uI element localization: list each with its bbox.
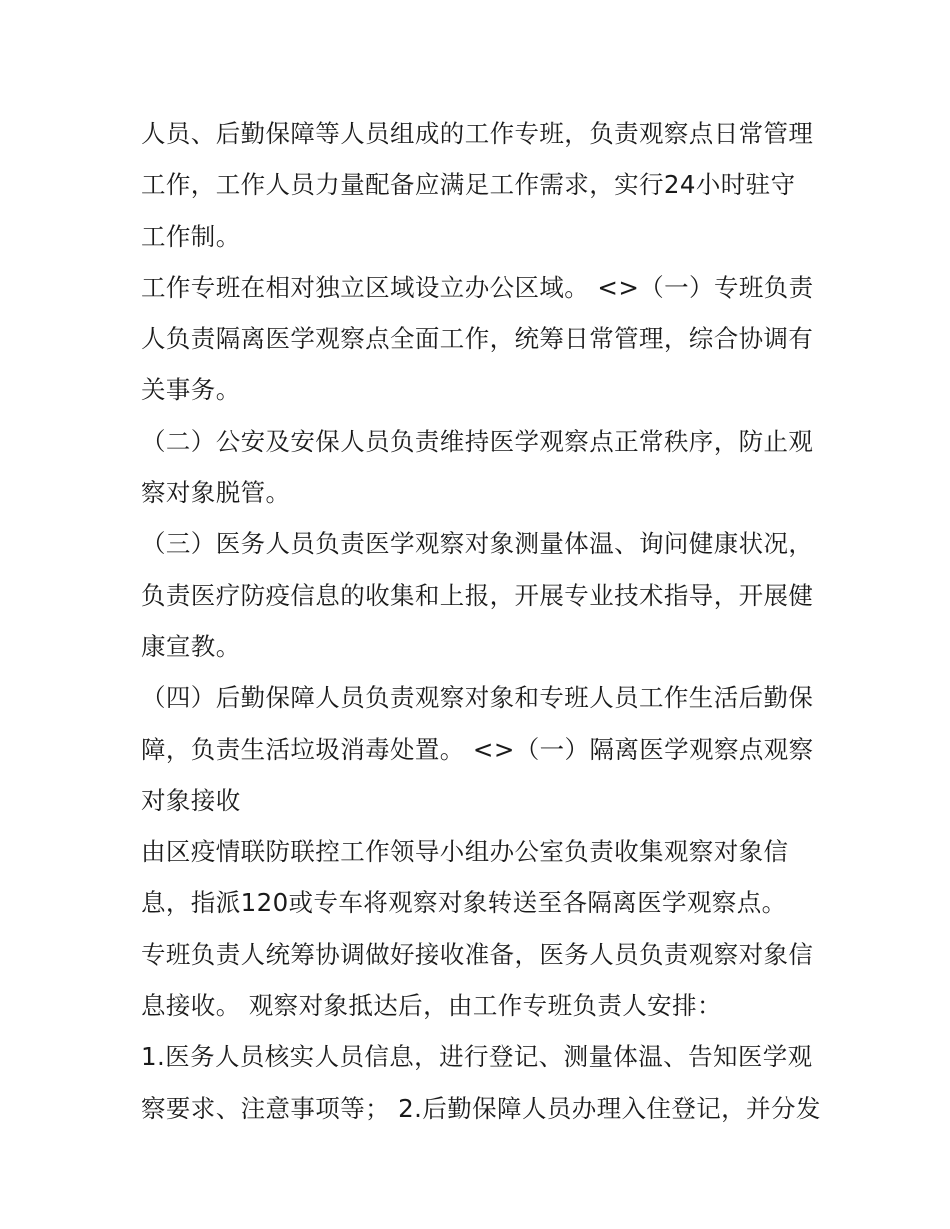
text-line: 工作专班在相对独立区域设立办公区域。 <>（一）专班负责 bbox=[141, 272, 814, 302]
document-body bbox=[141, 108, 821, 1134]
text-line: 专班负责人统筹协调做好接收准备，医务人员负责观察对象信 bbox=[141, 939, 814, 969]
text-line: 工作，工作人员力量配备应满足工作需求，实行24小时驻守 bbox=[141, 170, 796, 200]
text-line: 察对象脱管。 bbox=[141, 478, 291, 508]
text-line: （四）后勤保障人员负责观察对象和专班人员工作生活后勤保 bbox=[141, 683, 814, 713]
text-line: 1.医务人员核实人员信息，进行登记、测量体温、告知医学观 bbox=[141, 1042, 813, 1072]
text-line: 障，负责生活垃圾消毒处置。 <>（一）隔离医学观察点观察 bbox=[141, 734, 814, 764]
text-line: 关事务。 bbox=[141, 375, 241, 405]
text-line: 人员、后勤保障等人员组成的工作专班，负责观察点日常管理 bbox=[141, 119, 814, 148]
text-line: 工作制。 bbox=[141, 221, 241, 251]
text-line: 察要求、注意事项等； 2.后勤保障人员办理入住登记，并分发 bbox=[141, 1093, 821, 1123]
text-line: 人负责隔离医学观察点全面工作，统筹日常管理，综合协调有 bbox=[141, 324, 814, 354]
text-line: （三）医务人员负责医学观察对象测量体温、询问健康状况， bbox=[141, 529, 814, 559]
text-line: 息，指派120或专车将观察对象转送至各隔离医学观察点。 bbox=[141, 888, 787, 918]
text-line: 负责医疗防疫信息的收集和上报，开展专业技术指导，开展健 bbox=[141, 580, 814, 610]
text-line: 息接收。 观察对象抵达后，由工作专班负责人安排： bbox=[141, 991, 722, 1021]
text-line: 对象接收 bbox=[141, 785, 241, 815]
text-line: （二）公安及安保人员负责维持医学观察点正常秩序，防止观 bbox=[141, 426, 814, 456]
text-line: 由区疫情联防联控工作领导小组办公室负责收集观察对象信 bbox=[141, 837, 789, 867]
text-line: 康宣教。 bbox=[141, 631, 241, 661]
